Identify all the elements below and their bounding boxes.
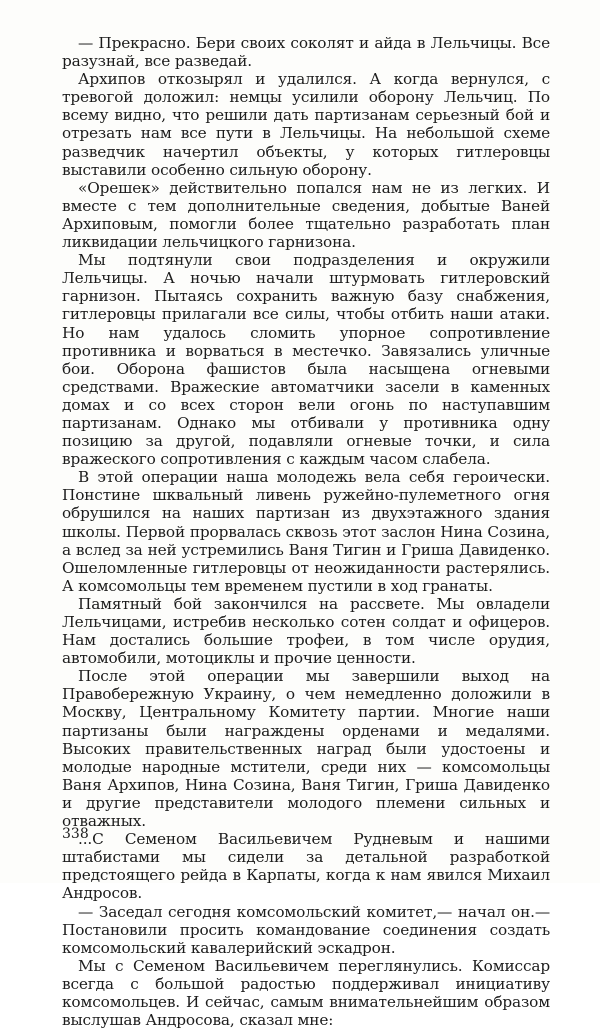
paragraph-10: Мы с Семеном Васильевичем переглянулись. Комиссар всегда с большой радостью поддерживал инициативу комсомольцев. И сейчас, самым внимательнейшим образом выслушав Андросова, сказал мне: [62,956,550,1029]
text-column [62,34,550,1029]
paragraph-3: «Орешек» действительно попался нам не из легких. И вместе с тем дополнительные сведения, добытые Ваней Архиповым, помогли более тщательно разработать план ликвидации лельчицкого гарнизона. [62,178,550,252]
paragraph-5: В этой операции наша молодежь вела себя героически. Понстине шквальный ливень ружейно-пулеметного огня обрушился на наших партизан из двухэтажного здания школы. Первой прорвалась сквозь этот заслон Нина Созина, а вслед за ней устремились Ваня Тигин и Гриша Давиденко. Ошеломленные гитлеровцы от неожиданности растерялись. А комсомольцы тем временем пустили в ход гранаты. [62,468,550,595]
paragraph-4: Мы подтянули свои подразделения и окружили Лельчицы. А ночью начали штурмовать гитлеровский гарнизон. Пытаясь сохранить важную базу снабжения, гитлеровцы прилагали все силы, чтобы отбить наши атаки. Но нам удалось сломить упорное сопротивление противника и ворваться в местечко. Завязались уличные бои. Оборона фашистов была насыщена огневыми средствами. Вражеские автоматчики засели в каменных домах и со всех сторон вели огонь по наступавшим партизанам. Однако мы отбивали у противника одну позицию за другой, подавляли огневые точки, и сила вражеского сопротивления с каждым часом слабела. [62,251,550,469]
paragraph-8: ...С Семеном Васильевичем Рудневым и нашими штабистами мы сидели за детальной разработкой предстоящего рейда в Карпаты, когда к нам явился Михаил Андросов. [62,830,550,903]
paragraph-7: После этой операции мы завершили выход на Правобережную Украину, о чем немедленно доложили в Москву, Центральному Комитету партии. Многие наши партизаны были награждены орденами и медалями. Высоких правительственных наград были удостоены и молодые народные мстители, среди них — комсомольцы Ваня Архипов, Нина Созина, Ваня Тигин, Гриша Давиденко и другие представители молодого племени сильных и отважных. [62,667,550,831]
paragraph-6: Памятный бой закончился на рассвете. Мы овладели Лельчицами, истребив несколько сотен солдат и офицеров. Нам достались большие трофеи, в том числе орудия, автомобили, мотоциклы и прочие ценности. [62,594,550,668]
paragraph-9: — Заседал сегодня комсомольский комитет,— начал он.— Постановили просить командование соединения создать комсомольский кавалерийский эскадрон. [62,902,550,957]
paragraph-1: — Прекрасно. Бери своих соколят и айда в Лельчицы. Все разузнай, все разведай. [62,34,550,71]
paragraph-2: Архипов откозырял и удалился. А когда вернулся, с тревогой доложил: немцы усилили оборону Лельчиц. По всему видно, что решили дать партизанам серьезный бой и отрезать нам все пути в Лельчицы. На небольшой схеме разведчик начертил объекты, у которых гитлеровцы выставили особенно сильную оборону. [62,70,550,179]
page-number: 338 [62,826,89,842]
